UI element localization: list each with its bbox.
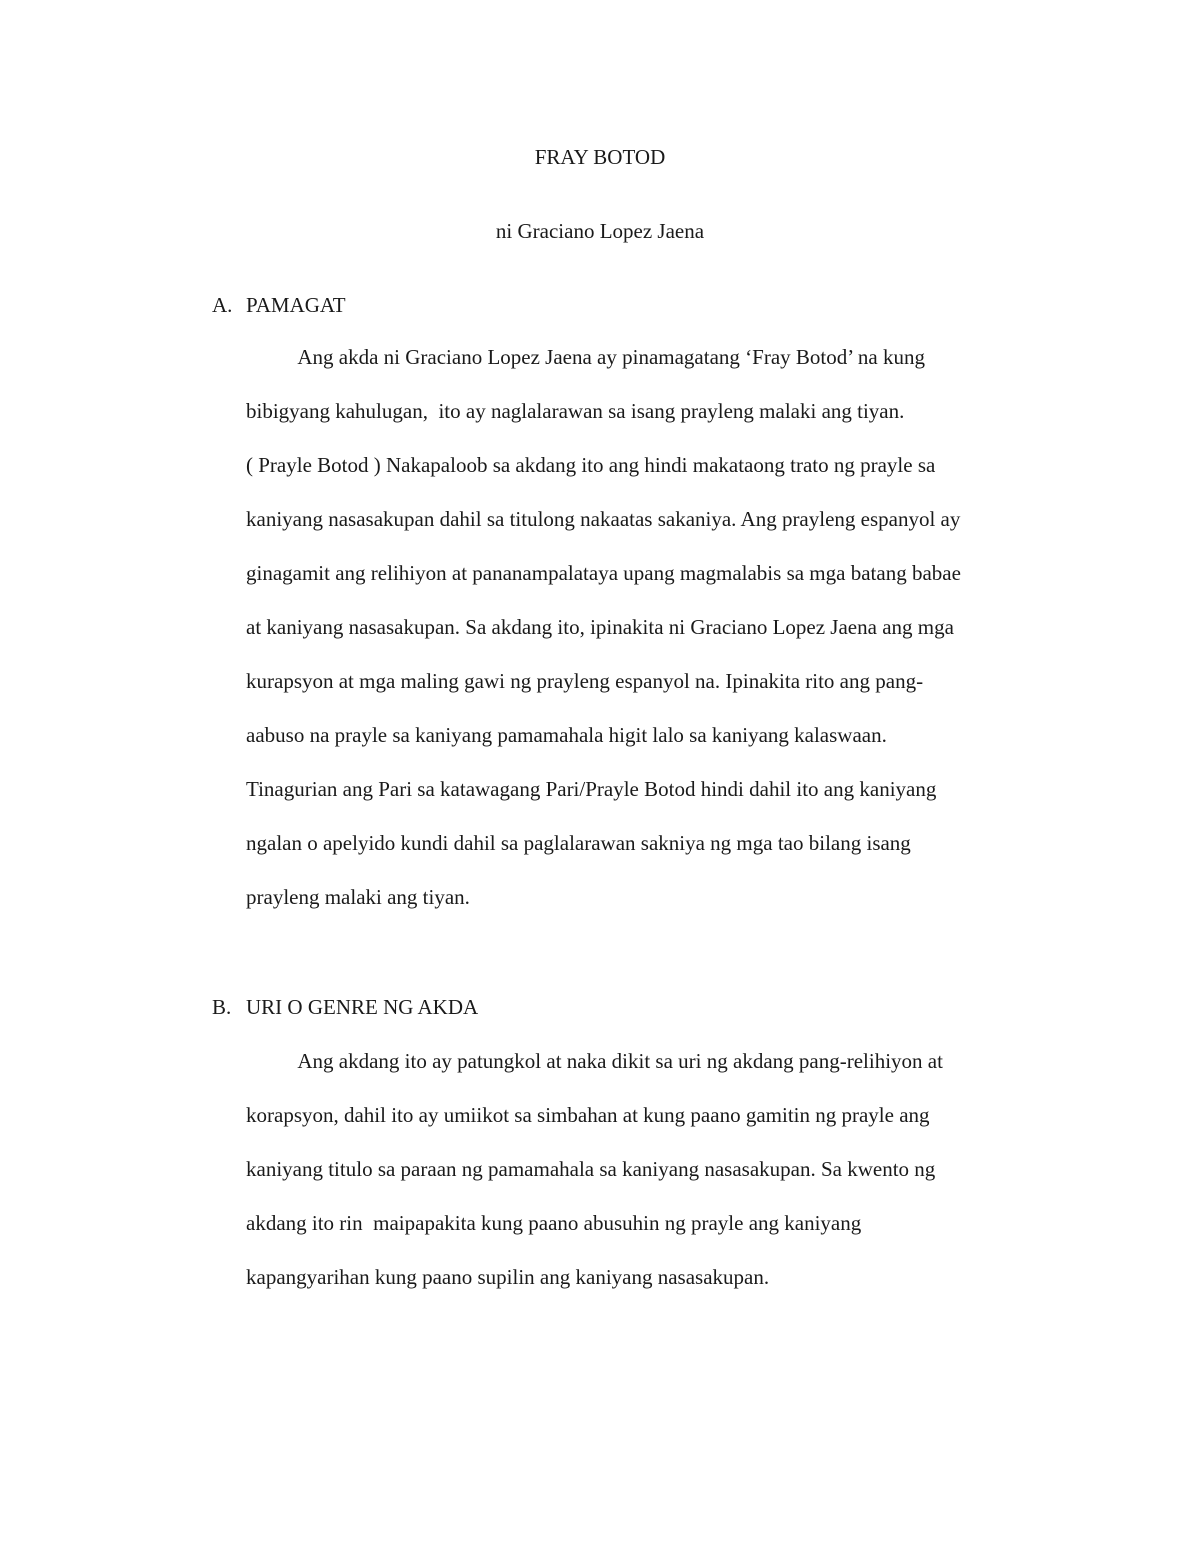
paragraph-line: kurapsyon at mga maling gawi ng prayleng espanyol na. Ipinakita rito ang pang- bbox=[246, 669, 924, 693]
section-heading-pamagat bbox=[212, 290, 346, 320]
paragraph-line: korapsyon, dahil ito ay umiikot sa simbahan at kung paano gamitin ng prayle ang bbox=[246, 1103, 930, 1127]
paragraph-line: Ang akdang ito ay patungkol at naka dikit sa uri ng akdang pang-relihiyon at bbox=[246, 1049, 943, 1073]
paragraph-line: aabuso na prayle sa kaniyang pamamahala higit lalo sa kaniyang kalaswaan. bbox=[246, 723, 887, 747]
paragraph-line: ( Prayle Botod ) Nakapaloob sa akdang ito ang hindi makataong trato ng prayle sa bbox=[246, 453, 936, 477]
paragraph-line: ngalan o apelyido kundi dahil sa paglalarawan sakniya ng mga tao bilang isang bbox=[246, 831, 911, 855]
paragraph-line: prayleng malaki ang tiyan. bbox=[246, 885, 470, 909]
paragraph-line: kapangyarihan kung paano supilin ang kaniyang nasasakupan. bbox=[246, 1265, 770, 1289]
section-heading-uri-o-genre bbox=[212, 992, 478, 1022]
paragraph-line: at kaniyang nasasakupan. Sa akdang ito, ipinakita ni Graciano Lopez Jaena ang mga bbox=[246, 615, 954, 639]
section-heading-text: PAMAGAT bbox=[246, 293, 346, 317]
section-paragraph-uri-o-genre bbox=[246, 1034, 1066, 1304]
paragraph-line: Ang akda ni Graciano Lopez Jaena ay pinamagatang ‘Fray Botod’ na kung bbox=[246, 345, 925, 369]
paragraph-line: akdang ito rin maipapakita kung paano abusuhin ng prayle ang kaniyang bbox=[246, 1211, 862, 1235]
section-paragraph-pamagat bbox=[246, 330, 1066, 924]
document-author: ni Graciano Lopez Jaena bbox=[495, 219, 705, 243]
paragraph-line: kaniyang nasasakupan dahil sa titulong nakaatas sakaniya. Ang prayleng espanyol ay bbox=[246, 507, 961, 531]
document-title: FRAY BOTOD bbox=[534, 145, 666, 169]
section-letter: B. bbox=[212, 995, 232, 1019]
paragraph-line: bibigyang kahulugan, ito ay naglalarawan sa isang prayleng malaki ang tiyan. bbox=[246, 399, 905, 423]
paragraph-line: ginagamit ang relihiyon at pananampalataya upang magmalabis sa mga batang babae bbox=[246, 561, 961, 585]
paragraph-line: kaniyang titulo sa paraan ng pamamahala sa kaniyang nasasakupan. Sa kwento ng bbox=[246, 1157, 936, 1181]
section-letter: A. bbox=[212, 293, 233, 317]
section-heading-text: URI O GENRE NG AKDA bbox=[246, 995, 479, 1019]
paragraph-line: Tinagurian ang Pari sa katawagang Pari/Prayle Botod hindi dahil ito ang kaniyang bbox=[246, 777, 937, 801]
